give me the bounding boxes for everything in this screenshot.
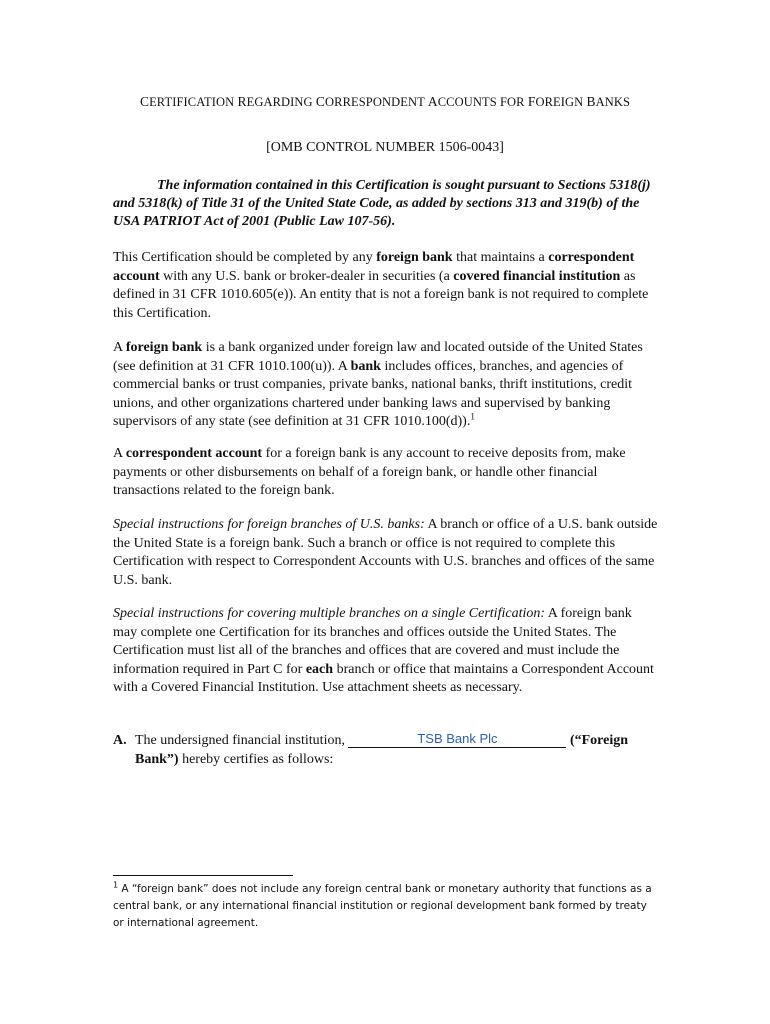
- text: with any U.S. bank or broker-dealer in securities (a: [159, 268, 454, 284]
- paragraph-special-instructions-us-branches: [113, 516, 658, 590]
- document-title: [0, 94, 770, 110]
- title-word: CCOUNTS FOR: [437, 95, 525, 109]
- term-foreign-bank: foreign bank: [125, 340, 203, 355]
- footnote: [113, 881, 658, 932]
- text: includes offices, branches, and agencies of commercial banks or trust companies, private banks, national banks, thrift institutions, credit unions, and other organizations chartered under banking laws and supervised by banking supervisors of any state (see definition at 31 CFR 1010.100(d)).: [113, 358, 633, 429]
- footnote-text: A “foreign bank” does not include any foreign central bank or monetary authority that functions as a central bank, or any international financial institution or regional development bank formed by treaty or international agreement.: [113, 883, 652, 929]
- term-foreign-bank: foreign bank: [376, 250, 453, 265]
- title-word: ANKS: [595, 95, 631, 109]
- part-a-label: A.: [113, 733, 127, 748]
- term-bank: bank: [350, 358, 381, 374]
- title-word: ORRESPONDENT: [325, 95, 425, 109]
- intro-paragraph: [113, 177, 653, 231]
- text: A foreign bank may complete one Certification for its branches and offices outside the United States. The Certification must list all of the branches and offices that are covered and must include the information required in Part C for: [113, 606, 632, 677]
- part-a-line-2: [113, 751, 658, 770]
- text: as defined in 31 CFR 1010.605(e)). An entity that is not a foreign bank is not required to complete this Certification.: [113, 268, 649, 321]
- text: branch or office that maintains a Correspondent Account with a Covered Financial Institution. Use attachment sheets as necessary.: [113, 661, 654, 695]
- term-correspondent-account: correspondent account: [113, 250, 635, 284]
- paragraph-foreign-bank-definition: [113, 339, 658, 432]
- footnote-number: 1: [113, 880, 119, 890]
- paragraph-correspondent-account-definition: [113, 445, 658, 501]
- institution-name-value: TSB Bank Plc: [417, 731, 498, 746]
- paragraph-special-instructions-multiple-branches: [113, 605, 658, 698]
- footnote-reference[interactable]: 1: [470, 411, 475, 422]
- text: A branch or office of a U.S. bank outside the United State is a foreign bank. Such a branch or office is not required to complete this Certification with respect to Correspondent Accounts with U.S. branches and offices of the same U.S. bank.: [113, 517, 658, 588]
- part-a-certification: [113, 731, 658, 769]
- term-covered-financial-institution: covered financial institution: [453, 268, 621, 284]
- title-initial: A: [427, 94, 438, 109]
- term-correspondent-account: correspondent account: [125, 446, 263, 461]
- text: A: [113, 446, 126, 461]
- term-foreign-bank: (“Foreign: [566, 733, 629, 748]
- term-each: each: [305, 661, 334, 677]
- title-word: EGARDING: [246, 95, 313, 109]
- title-initial: F: [527, 94, 536, 109]
- instruction-heading: Special instructions for covering multiple branches on a single Certification:: [113, 606, 546, 621]
- text: The undersigned financial institution,: [135, 733, 349, 748]
- text: hereby certifies as follows:: [178, 751, 334, 767]
- term-bank: Bank”): [135, 751, 179, 767]
- text: This Certification should be completed by any: [113, 250, 377, 265]
- footnote-divider: [113, 875, 293, 876]
- omb-control-number: [OMB CONTROL NUMBER 1506-0043]: [266, 140, 504, 155]
- title-initial: C: [139, 94, 150, 109]
- title-initial: R: [237, 94, 247, 109]
- instruction-heading: Special instructions for foreign branches of U.S. banks:: [113, 517, 425, 532]
- text: is a bank organized under foreign law and located outside of the United States (see definition at 31 CFR 1010.100(u)). A: [113, 340, 643, 374]
- institution-name-field[interactable]: [348, 730, 566, 748]
- title-initial: B: [586, 94, 596, 109]
- title-word: ERTIFICATION: [149, 95, 235, 109]
- title-word: OREIGN: [535, 95, 584, 109]
- text: for a foreign bank is any account to receive deposits from, make payments or other disbursements on behalf of a foreign bank, or handle other financial transactions related to the foreign bank.: [113, 446, 626, 498]
- intro-text: The information contained in this Certification is sought pursuant to Sections 5318(j) and 5318(k) of Title 31 of the United State Code, as added by sections 313 and 319(b) of the USA PATRIOT Act of 2001 (Public Law 107-56).: [113, 178, 651, 229]
- text: A: [113, 340, 126, 355]
- title-initial: C: [315, 94, 325, 109]
- text: that maintains a: [452, 250, 549, 265]
- paragraph-who-completes: [113, 249, 658, 323]
- part-a-line-1: [113, 731, 658, 751]
